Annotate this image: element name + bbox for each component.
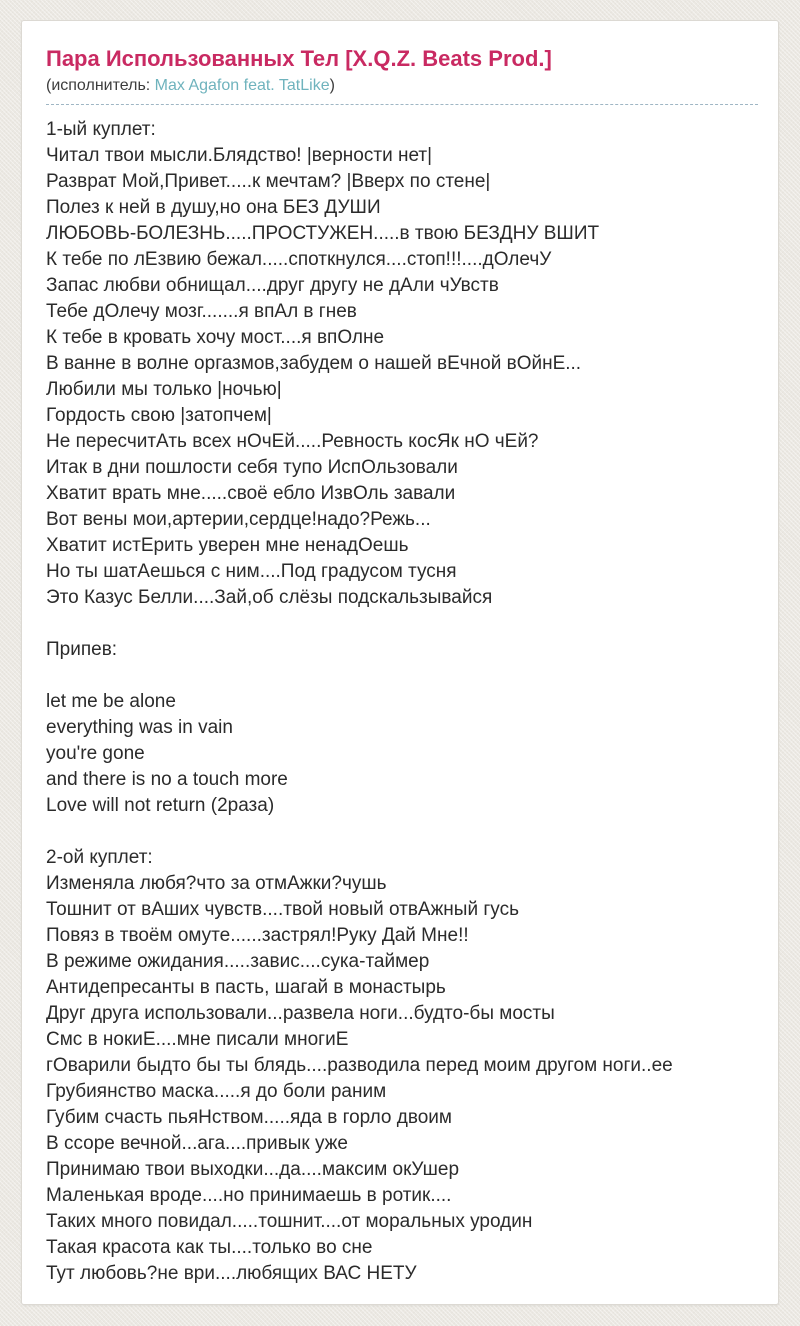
lyric-line: Грубиянство маска.....я до боли раним: [46, 1081, 387, 1102]
artist-close-paren: ): [329, 77, 335, 94]
lyric-line: Это Казус Белли....Зай,об слёзы подскальзывайся: [46, 587, 493, 608]
lyric-line: Хватит врать мне.....своё ебло ИзвОль завали: [46, 483, 456, 504]
lyric-line: Припев:: [46, 639, 118, 660]
lyric-line: Полез к ней в душу,но она БЕЗ ДУШИ: [46, 197, 381, 218]
lyric-line: 2-ой куплет:: [46, 847, 153, 868]
lyrics-card: [21, 20, 779, 1305]
lyric-line: В режиме ожидания.....завис....сука-таймер: [46, 951, 430, 972]
lyric-line: ЛЮБОВЬ-БОЛЕЗНЬ.....ПРОСТУЖЕН.....в твою БЕЗДНУ ВШИТ: [46, 223, 600, 244]
lyric-line: Но ты шатАешься с ним....Под градусом тусня: [46, 561, 457, 582]
lyric-line: and there is no a touch more: [46, 769, 288, 790]
lyric-line: Принимаю твои выходки...да....максим окУшер: [46, 1159, 460, 1180]
lyric-line: В ванне в волне оргазмов,забудем о нашей вЕчной вОйнЕ...: [46, 353, 582, 374]
artist-link[interactable]: Max Agafon feat. TatLike: [154, 77, 330, 94]
lyric-line: [46, 663, 758, 689]
artist-label: (исполнитель:: [46, 77, 151, 94]
lyric-line: Love will not return (2раза): [46, 795, 275, 816]
lyric-line: Маленькая вроде....но принимаешь в ротик....: [46, 1185, 452, 1206]
lyric-line: Вот вены мои,артерии,сердце!надо?Режь...: [46, 509, 431, 530]
lyric-line: Антидепресанты в пасть, шагай в монастырь: [46, 977, 446, 998]
lyric-line: let me be alone: [46, 691, 176, 712]
artist-line: [46, 76, 758, 105]
lyric-line: Гордость свою |затопчем|: [46, 405, 272, 426]
lyric-line: [46, 819, 758, 845]
lyric-line: Читал твои мысли.Блядство! |верности нет|: [46, 145, 433, 166]
lyric-line: Друг друга использовали...развела ноги...будто-бы мосты: [46, 1003, 555, 1024]
lyric-line: К тебе по лЕзвию бежал.....споткнулся....стоп!!!....дОлечУ: [46, 249, 552, 270]
lyric-line: 1-ый куплет:: [46, 119, 156, 140]
lyric-line: Тебе дОлечу мозг.......я впАл в гнев: [46, 301, 357, 322]
lyric-line: Губим счасть пьяНством.....яда в горло двоим: [46, 1107, 452, 1128]
lyric-line: Изменяла любя?что за отмАжки?чушь: [46, 873, 387, 894]
lyric-line: Запас любви обнищал....друг другу не дАли чУвств: [46, 275, 499, 296]
lyric-line: К тебе в кровать хочу мост....я впОлне: [46, 327, 385, 348]
lyrics-text: [46, 117, 758, 1287]
lyric-line: Разврат Мой,Привет.....к мечтам? |Вверх по стене|: [46, 171, 491, 192]
lyric-line: Таких много повидал.....тошнит....от моральных уродин: [46, 1211, 533, 1232]
lyric-line: В ссоре вечной...ага....привык уже: [46, 1133, 348, 1154]
lyric-line: Итак в дни пошлости себя тупо ИспОльзовали: [46, 457, 458, 478]
lyric-line: [46, 611, 758, 637]
lyric-line: everything was in vain: [46, 717, 233, 738]
lyric-line: Такая красота как ты....только во сне: [46, 1237, 373, 1258]
lyric-line: you're gone: [46, 743, 145, 764]
lyric-line: Повяз в твоём омуте......застрял!Руку Дай Мне!!: [46, 925, 469, 946]
lyric-line: Не пересчитАть всех нОчЕй.....Ревность косЯк нО чЕй?: [46, 431, 539, 452]
lyric-line: Любили мы только |ночью|: [46, 379, 282, 400]
page-title: Пара Использованных Тел [X.Q.Z. Beats Prod.]: [46, 46, 552, 71]
lyric-line: Смс в нокиЕ....мне писали многиЕ: [46, 1029, 349, 1050]
lyric-line: гОварили быдто бы ты блядь....разводила перед моим другом ноги..ее: [46, 1055, 673, 1076]
lyric-line: Хватит истЕрить уверен мне ненадОешь: [46, 535, 409, 556]
lyric-line: Тошнит от вАших чувств....твой новый отвАжный гусь: [46, 899, 519, 920]
lyric-line: Тут любовь?не ври....любящих ВАС НЕТУ: [46, 1263, 417, 1284]
